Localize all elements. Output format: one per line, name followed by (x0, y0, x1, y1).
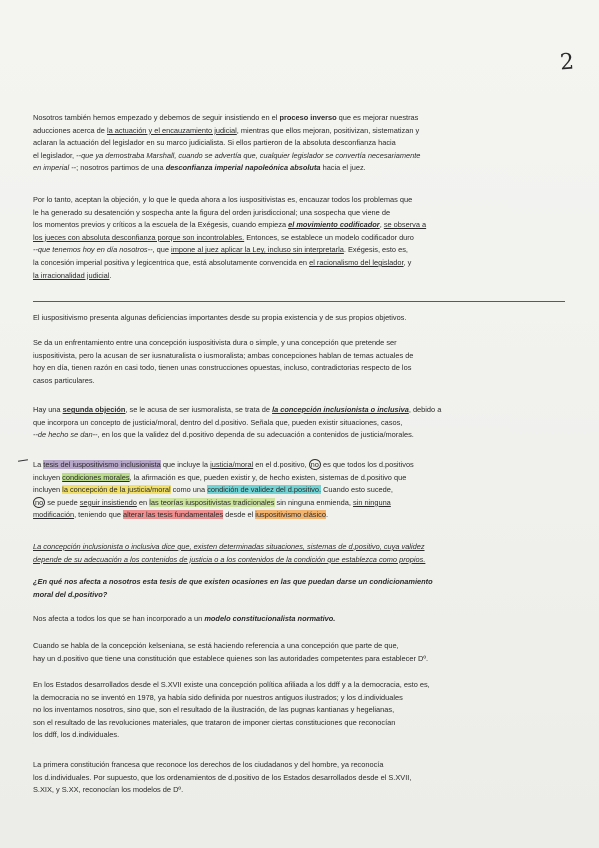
paragraph-pregunta: ¿En qué nos afecta a nosotros esta tesis de que existen ocasiones en las que puedan darse un condicionamiento moral del d.positivo? (33, 577, 433, 599)
handwritten-dash-mark (18, 459, 28, 461)
paragraph-tesis-inclusionista: La tesis del iuspositivismo inclusionista que incluye la justicia/moral en el d.positivo, no es que todos los d.positivos incluyen condiciones morales, la afirmación es que, pueden existir y, de hecho existen, sistemas de d.positivo que incluyen la concepción de la justicia/moral como una condición de validez del d.positivo. Cuando esto sucede, no se puede seguir insistiendo en las teorías iuspositivistas tradicionales sin ninguna enmienda, sin ninguna modificación, teniendo que alterar las tesis fundamentales desde el iuspositivismo clásico. (33, 460, 414, 520)
divider-line (33, 301, 565, 302)
paragraph-enfrentamiento: Se da un enfrentamiento entre una concepción iuspositivista dura o simple, y una concepción que pretende ser iuspositivista, pero la acusan de ser iusnaturalista o iusmoralista; ambas concepciones hablan de temas actuales de hoy en día, tienen razón en casi todo, tienen unas construcciones opuestas, incluso, contradictorias respecto de los casos particulares. (33, 338, 414, 385)
paragraph-segunda-objecion: Hay una segunda objeción, se le acusa de ser iusmoralista, se trata de la concepción inclusionista o inclusiva, debido a que incorpora un concepto de justicia/moral, dentro del d.positivo. Señala que, pueden existir situaciones, casos, --de hecho se dan--, en los que la validez del d.positivo dependa de su adecuación a contenidos de justicia/morales. (33, 405, 442, 440)
paragraph-kelseniana: Cuando se habla de la concepción kelseniana, se está haciendo referencia a una concepción que parte de que, hay un d.positivo que tiene una constitución que establece quienes son las autoridades competentes para establecer Dº. (33, 641, 429, 663)
paragraph-constitucion-francesa: La primera constitución francesa que reconoce los derechos de los ciudadanos y del hombre, ya reconocía los d.individuales. Por supuesto, que los ordenamientos de d.positivo de los Estados desarrollados desde el S.XVII, S.XIX, y S.XX, reconocían los modelos de Dº. (33, 760, 412, 795)
paragraph-modelo-constitucionalista: Nos afecta a todos los que se han incorporado a un modelo constitucionalista normativo. (33, 614, 336, 623)
paragraph-exegesis: Por lo tanto, aceptan la objeción, y lo que le queda ahora a los iuspositivistas es, encauzar todos los problemas que le ha generado su desatención y sospecha ante la figura del orden jurisdiccional; una sospecha que viene de los momentos previos y críticos a la escuela de la Exégesis, cuando empieza el movimiento codificador, se observa a los jueces con absoluta desconfianza porque son incontrolables. Entonces, se establece un modelo codificador duro --que tenemos hoy en día nosotros--, que impone al juez aplicar la Ley, incluso sin interpretarla. Exégesis, esto es, la concesión imperial positiva y legicentrica que, está absolutamente convencida en el racionalismo del legislador, y la irracionalidad judicial. (33, 195, 427, 280)
paragraph-definicion-inclusiva: La concepción inclusionista o inclusiva dice que, existen determinadas situaciones, sistemas de d.positivo, cuya validez depende de su adecuación a los contenidos de justicia o a los contenidos de la condición que establezca como propios. (33, 542, 426, 564)
paragraph-proceso-inverso: Nosotros también hemos empezado y debemos de seguir insistiendo en el proceso inverso que es mejorar nuestras aducciones acerca de la actuación y el encauzamiento judicial, mientras que ellos mejoran, positivizan, sistematizan y aclaran la actuación del legislador en su marco judicialista. Si ellos partieron de la absoluta desconfianza hacia el legislador, --que ya demostraba Marshall, cuando se advertía que, cualquier legislador se convertía necesariamente en imperial --; nosotros partimos de una desconfianza imperial napoleónica absoluta hacia el juez. (33, 113, 421, 173)
paragraph-deficiencias: El iuspositivismo presenta algunas deficiencias importantes desde su propia existencia y de sus propios objetivos. (33, 313, 407, 322)
page-number: 2 (559, 49, 575, 76)
paragraph-estados-desarrollados: En los Estados desarrollados desde el S.XVII existe una concepción política afiliada a los ddff y a la democracia, esto es, la democracia no se inventó en 1978, ya había sido definida por nuestros antiguos ilustrados; y los d.individuales no los inventamos nosotros, sino que, son el resultado de la ilustración, de las pugnas kantianas y hegelianas, son el resultado de las revoluciones materiales, que trataron de imponer ciertas constituciones que reconocían los ddff, los d.individuales. (33, 680, 430, 740)
